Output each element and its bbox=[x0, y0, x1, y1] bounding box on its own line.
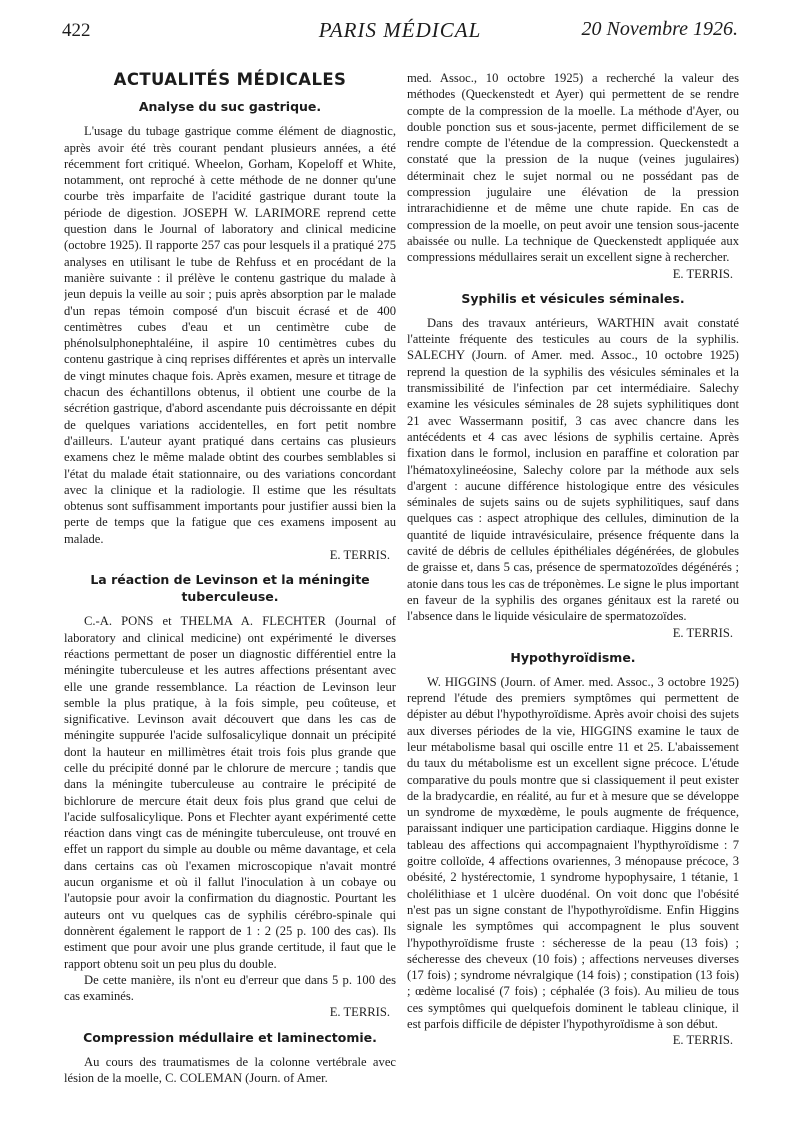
left-column bbox=[64, 62, 396, 1137]
article-body-levinson-2: De cette manière, ils n'ont eu d'erreur que dans 5 p. 100 des cas examinés. bbox=[64, 972, 396, 1004]
article-body-compression: Au cours des traumatismes de la colonne vertébrale avec lésion de la moelle, C. COLEMAN (Journ. of Amer. bbox=[64, 1054, 396, 1086]
article-title-gastric: Analyse du suc gastrique. bbox=[138, 99, 322, 115]
article-body-compression-cont: med. Assoc., 10 octobre 1925) a recherché la valeur des méthodes (Queckenstedt et Ayer) qui permettent de se rendre compte de la compression de la moelle. La méthode d'Ayer, ou double ponction sus et sous-jacente, permet difficilement de se rendre compte de l'étendue de la compression. Queckenstedt a constaté que la pression de la nuque (veines jugulaires) déterminait chez le sujet normal ou ne possédant pas de compression jugulaire une élévation de la pression intrarachidienne et de même une chute rapide. En cas de compression de la moelle, on peut avoir une tension sous-jacente abaissée ou nulle. La technique de Queckenstedt appliquée aux compressions médullaires serait un excellent signe à rechercher. bbox=[407, 71, 739, 265]
article-body-syphilis: Dans des travaux antérieurs, WARTHIN avait constaté l'atteinte fréquente des testicules au cours de la syphilis. SALECHY (Journ. of Amer. med. Assoc., 10 octobre 1925) reprend la question de la syphilis des vésicules séminales et la transmissibilité de l'infection par cet intermédiaire. Salechy examine les vésicules séminales de 28 sujets syphilitiques dont 21 avec Wassermann positif, 3 cas avec chancre dans les antécédents et 4 cas avec lésions de syphilis certaine. Après fixation dans le formol, inclusion en paraffine et coloration par l'hématoxylineéosine, Salechy colore par la méthode aux sels d'argent : aucune différence histologique entre des vésicules séminales de sujets sains ou de sujets syphilitiques, sauf dans quelques cas : aspect atrophique des cellules, diminution de la quantité de liquide intravésiculaire, présence fréquente dans la cavité de débris de cellules épithéliales dégénérées, de globules de graisse et, dans 5 cas, présence de spermatozoïdes dégénérés ; atonie dans tous les cas de tréponèmes. Le signe le plus important en faveur de la syphilis des organes génitaux est la rareté ou l'absence dans le liquide vésiculaire de spermatozoïdes. bbox=[407, 315, 739, 624]
right-column bbox=[407, 70, 739, 1145]
page-header bbox=[62, 18, 738, 48]
journal-title: PARIS MÉDICAL bbox=[318, 18, 482, 42]
section-title: ACTUALITÉS MÉDICALES bbox=[113, 70, 347, 89]
article-body-hypothyroidism: W. HIGGINS (Journ. of Amer. med. Assoc., 3 octobre 1925) reprend l'étude des premiers symptômes qui permettent de dépister au début l'hypothyroïdisme. Après avoir choisi des sujets aux diverses périodes de la vie, HIGGINS examine le taux de leur métabolisme basal qui oscille entre 11 et 25. L'abaissement du taux du métabolisme est un excellent signe précoce. L'étude comparative du pouls montre que si classiquement il peut exister de la bradycardie, en réalité, au fur et à mesure que se développe un syndrome de myxœdème, le pouls augmente de fréquence, paraissant indiquer une participation cardiaque. Higgins donne le tableau des affections qui accompagnaient l'hypthyroïdisme : 7 goitre colloïde, 4 affections ovariennes, 3 ménopause précoce, 3 obésité, 2 hystérectomie, 1 syndrome hypophysaire, 1 tétanie, 1 cholélithiase et 1 ulcère duodénal. On voit donc que l'obésité n'est pas un signe constant de l'hypothyroïdisme. Enfin Higgins signale les symptômes qui accompagnent le plus souvent l'hypothyroïdisme fruste : sécheresse de la peau (13 fois) ; sécheresse des cheveux (10 fois) ; affections nerveuses diverses (17 fois) ; syndrome névralgique (14 fois) ; constipation (13 fois) ; œdème localisé (7 fois) ; céphalée (3 fois). Au milieu de tous ces symptômes qui quelquefois dominent le tableau clinique, il est parfois difficile de dépister l'hypothyroïdisme à son début. bbox=[407, 674, 739, 1032]
signature-hypothyroidism: E. TERRIS. bbox=[672, 1033, 733, 1048]
article-body-gastric: L'usage du tubage gastrique comme élément de diagnostic, après avoir été très courant pendant plusieurs années, a été récemment fort critiqué. Wheelon, Gorham, Kopeloff et White, notamment, ont reproché à cette méthode de ne donner qu'une courbe très imparfaite de l'acidité gastrique durant toute la période de digestion. JOSEPH W. LARIMORE reprend cette question dans le Journal of laboratory and clinical medicine (octobre 1925). Il rapporte 257 cas pour lesquels il a pratiqué 275 analyses en utilisant le tube de Rehfuss et en procédant de la manière suivante : il prélève le contenu gastrique du malade à jeun depuis la veille au soir ; puis après absorption par le malade d'un repas témoin composé d'un biscuit écrasé et de 400 centimètres cubes d'eau et un centimètre cube de phénolsulphonephtaléine, il aspire 10 centimètres cubes du contenu gastrique à cinq reprises différentes et après un intervalle de vingt minutes chaque fois. Après examen, mesure et titrage de chacun des échantillons obtenus, il obtient une courbe de la sécrétion gastrique, d'abord ascendante puis décroissante en dépit de quelques variations accidentelles, en fort petit nombre d'ailleurs. L'auteur ayant pratiqué dans certains cas plusieurs examens chez le même malade obtint des courbes semblables si l'état du malade était stationnaire, ou des variations concordant avec la clinique et la radiologie. Il estime que les résultats obtenus sont suffisamment importants pour justifier aussi bien la perte de temps que la fatigue que ces examens imposent au malade. bbox=[64, 124, 396, 546]
signature-levinson: E. TERRIS. bbox=[329, 1005, 390, 1020]
article-title-levinson: La réaction de Levinson et la méningite tuberculeuse. bbox=[90, 572, 370, 605]
article-body-levinson: C.-A. PONS et THELMA A. FLECHTER (Journal of laboratory and clinical medicine) ont expérimenté le diverses réactions permettant de poser un diagnostic différentiel entre la méningite tuberculeuse et les autres affections présentant avec elle une grande ressemblance. La réaction de Levinson leur semble la plus pratique, à la fois simple, peu coûteuse, et significative. Levinson avait découvert que dans les cas de méningite suppurée l'acide sulfosalicylique donnait un précipité dont la hauteur en millimètres était trois fois plus grande que celle du précipité donné par le chlorure de mercure ; tandis que dans la méningite tuberculeuse au contraire le précipité de bichlorure de mercure était deux fois plus grand que celui de l'acide sulfosalicylique. Pons et Flechter ayant expérimenté cette réaction dans vingt cas de méningite tuberculeuse, ont trouvé en effet un rapport du simple au double ou même davantage, et cela dans certains cas où l'examen microscopique n'avait montré aucun organisme et où il fallut l'inoculation à un cobaye ou l'autopsie pour avoir la confirmation du diagnostic. Pourtant les auteurs ont vu quelques cas de syphilis cérébro-spinale qui donnèrent également le rapport de 1 : 2 (25 p. 100 des cas). Ils estiment que pour avoir une plus grande certitude, il faut que le rapport obtenu soit un peu plus du double. bbox=[64, 614, 396, 971]
issue-date: 20 Novembre 1926. bbox=[581, 18, 738, 40]
article-title-hypothyroidism: Hypothyroïdisme. bbox=[510, 649, 636, 665]
signature-gastric: E. TERRIS. bbox=[329, 548, 390, 563]
article-title-compression: Compression médullaire et laminectomie. bbox=[83, 1029, 377, 1045]
article-title-syphilis: Syphilis et vésicules séminales. bbox=[461, 290, 685, 306]
signature-compression: E. TERRIS. bbox=[672, 266, 733, 281]
signature-syphilis: E. TERRIS. bbox=[672, 625, 733, 640]
page-number: 422 bbox=[62, 20, 91, 41]
